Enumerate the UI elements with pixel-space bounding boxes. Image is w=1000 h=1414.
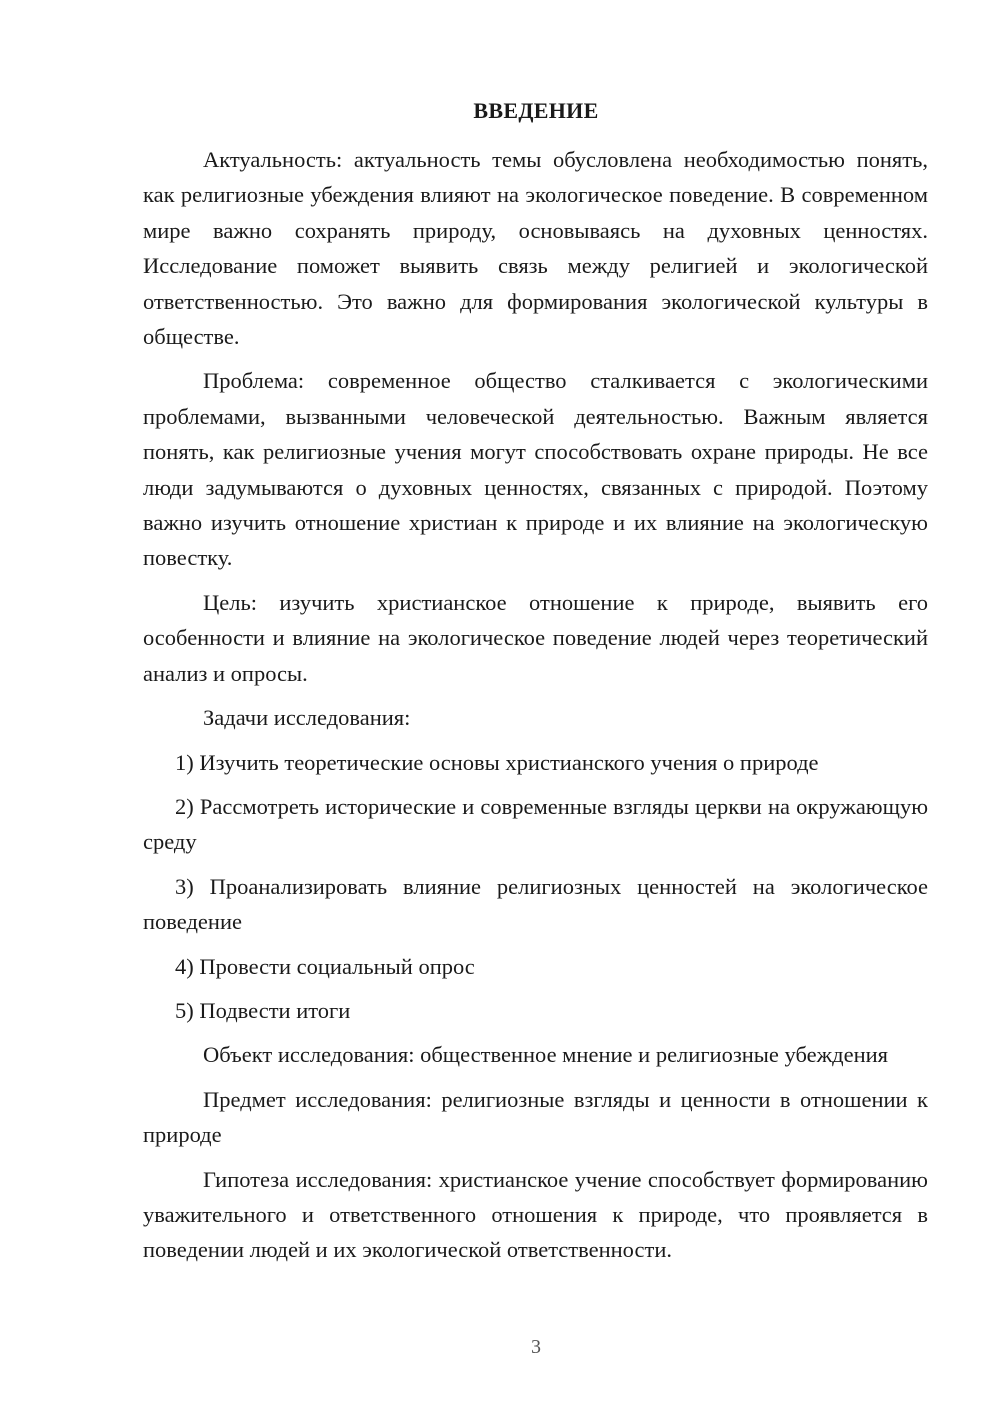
task-item: 5) Подвести итоги [175,997,351,1023]
paragraph-problem: Проблема: современное общество сталкивается с экологическими проблемами, вызванными человеческой деятельностью. Важным является понять, как религиозные учения могут способствовать охране природы. Не все люди задумываются о духовных ценностях, связанных с природой. Поэтому важно изучить отношение христиан к природе и их влияние на экологическую повестку. [143,368,928,571]
paragraph-subject: Предмет исследования: религиозные взгляды и ценности в отношении к природе [143,1086,928,1148]
task-item: 1) Изучить теоретические основы христианского учения о природе [175,749,819,775]
paragraph-tasks-heading: Задачи исследования: [203,705,411,731]
task-item: 3) Проанализировать влияние религиозных ценностей на экологическое поведение [143,873,928,935]
paragraph-goal: Цель: изучить христианское отношение к природе, выявить его особенности и влияние на экологическое поведение людей через теоретический анализ и опросы. [143,589,928,686]
page-number: 3 [531,1336,541,1358]
paragraph-relevance: Актуальность: актуальность темы обусловлена необходимостью понять, как религиозные убеждения влияют на экологическое поведение. В современном мире важно сохранять природу, основываясь на духовных ценностях. Исследование поможет выявить связь между религией и экологической ответственностью. Это важно для формирования экологической культуры в обществе. [143,147,928,350]
page-title: ВВЕДЕНИЕ [473,98,599,123]
paragraph-hypothesis: Гипотеза исследования: христианское учение способствует формированию уважительного и ответственного отношения к природе, что проявляется в поведении людей и их экологической ответственности. [143,1166,928,1263]
document-body [143,142,928,1277]
task-item: 2) Рассмотреть исторические и современные взгляды церкви на окружающую среду [143,793,928,855]
task-item: 4) Провести социальный опрос [175,953,475,979]
paragraph-object: Объект исследования: общественное мнение и религиозные убеждения [203,1042,888,1068]
